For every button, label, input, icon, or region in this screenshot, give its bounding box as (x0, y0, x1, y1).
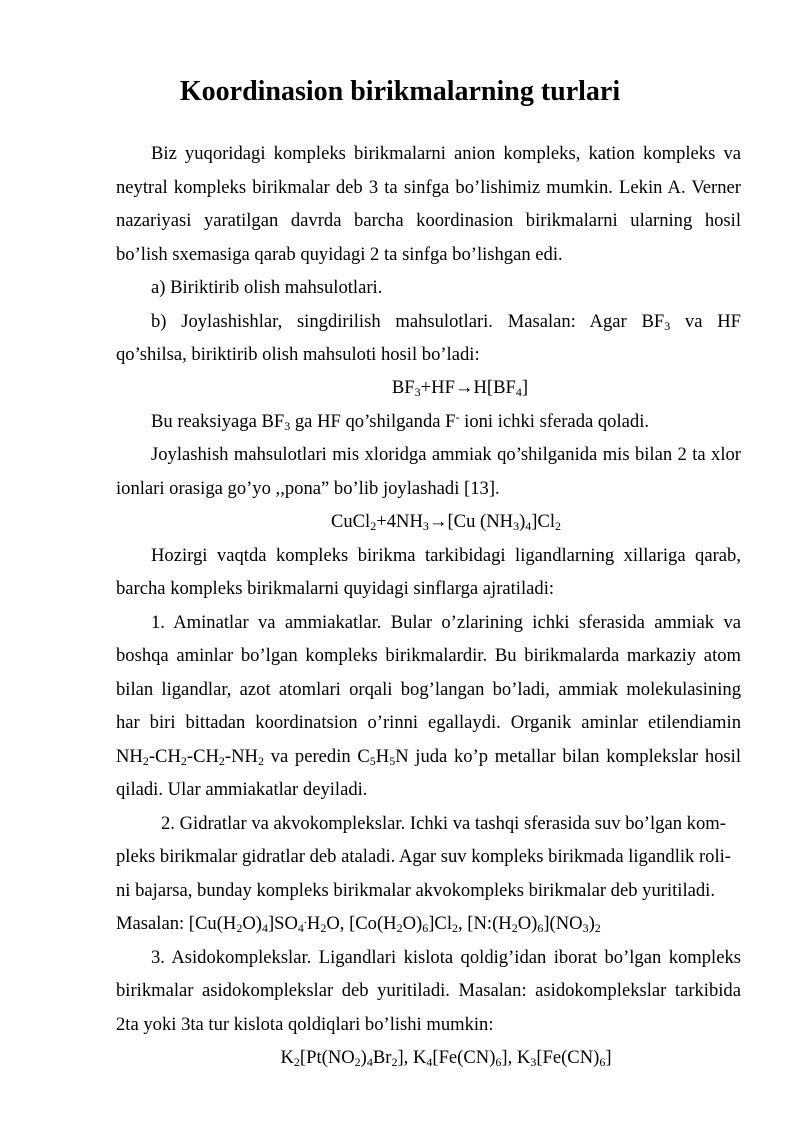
text-line: Bu reaksiyaga $BF_3$ ga HF qo’shilganda F- ioni ichki sferada qoladi. (151, 410, 650, 433)
text-line: neytral kompleks birikmalar deb 3 ta sinfga bo’lishimiz mumkin. Lekin A. Verner (116, 177, 741, 198)
text-line: Joylashish mahsulotlari mis xloridga ammiak qo’shilganida mis bilan 2 ta xlor (151, 444, 741, 465)
text-line: barcha kompleks birikmalarni quyidagi sinflarga ajratiladi: (116, 578, 555, 599)
text-line: birikmalar asidokomplekslar deb yuritiladi. Masalan: asidokomplekslar tarkibida (116, 980, 741, 1001)
text-line: a) Biriktirib olish mahsulotlari. (151, 277, 383, 298)
text-line: 3. Asidokomplekslar. Ligandlari kislota qoldig’idan iborat bo’lgan kompleks (151, 947, 741, 968)
formula-line: $BF_3+HF\to H[BF_4]$ (391, 377, 529, 399)
text-line: ionlari orasiga go’yo ,,pona” bo’lib joylashadi [13]. (116, 478, 500, 499)
formula-line: $K_2[Pt(NO_2)_4Br_2]$, $K_4[Fe(CN)_6]$, $K_3[Fe(CN)_6]$ (280, 1047, 612, 1069)
text-line: Biz yuqoridagi kompleks birikmalarni anion kompleks, kation kompleks va (151, 143, 741, 164)
text-line: qiladi. Ular ammiakatlar deyiladi. (116, 779, 368, 800)
formula-line: $CuCl_2+4NH_3\to[Cu$ $(NH_3)_4]Cl_2$ (330, 511, 562, 533)
text-line: bilan ligandlar, azot atomlari orqali bog’langan bo’ladi, ammiak molekulasining (116, 679, 741, 700)
text-line: boshqa aminlar bo’lgan kompleks birikmalardir. Bu birikmalarda markaziy atom (116, 645, 741, 666)
text-line: qo’shilsa, biriktirib olish mahsuloti hosil bo’ladi: (116, 344, 480, 365)
text-line: b) Joylashishlar, singdirilish mahsulotlari. Masalan: Agar $BF_3$ va HF (151, 311, 741, 333)
text-line: har biri bittadan koordinatsion o’rinni egallaydi. Organik aminlar etilendiamin (116, 712, 741, 733)
text-line: 2ta yoki 3ta tur kislota qoldiqlari bo’lishi mumkin: (116, 1014, 494, 1035)
text-line: pleks birikmalar gidratlar deb ataladi. Agar suv kompleks birikmada ligandlik roli- (116, 846, 731, 867)
text-line: nazariyasi yaratilgan davrda barcha koordinasion birikmalarni ularning hosil (116, 210, 741, 231)
text-line: 1. Aminatlar va ammiakatlar. Bular o’zlarining ichki sferasida ammiak va (151, 612, 741, 633)
text-line: $NH_2-CH_2-CH_2-NH_2$ va peredin $C_5H_5N$ juda ko’p metallar bilan komplekslar hosil (116, 746, 741, 768)
formula-line: Masalan: $[Cu(H_2O)_4]SO_4^.H_2O$, $[Co(H_2O)_6]Cl_2$, $[N:(H_2O)_6](NO_3)_2$ (116, 912, 601, 935)
page-title: Koordinasion birikmalarning turlari (179, 76, 621, 107)
text-line: ni bajarsa, bunday kompleks birikmalar akvokompleks birikmalar deb yuritiladi. (116, 880, 715, 901)
text-line: Hozirgi vaqtda kompleks birikma tarkibidagi ligandlarning xillariga qarab, (151, 545, 741, 566)
text-line: 2. Gidratlar va akvokomplekslar. Ichki va tashqi sferasida suv bo’lgan kom- (161, 813, 726, 834)
text-line: bo’lish sxemasiga qarab quyidagi 2 ta sinfga bo’lishgan edi. (116, 244, 563, 265)
